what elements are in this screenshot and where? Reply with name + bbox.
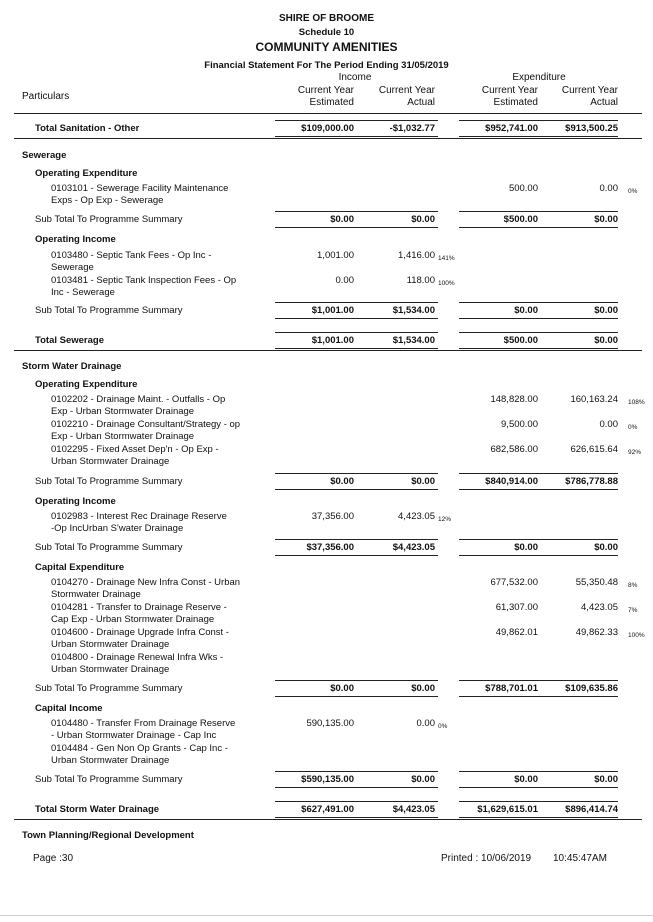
total-divider [14, 138, 642, 139]
expenditure-actual-heading: Current Year Actual [561, 85, 618, 108]
subtotal-rule [275, 787, 438, 788]
expenditure-estimated-value: $1,629,615.01 [477, 804, 538, 815]
expenditure-heading: Expenditure [512, 72, 566, 83]
subtotal-rule [459, 120, 618, 121]
subtotal-rule [275, 332, 438, 333]
subtotal-row [0, 774, 653, 788]
section-heading-row [0, 150, 653, 164]
expenditure-actual-value: 0.00 [599, 183, 618, 194]
page-edge [0, 915, 653, 916]
subtotal-rule [459, 539, 618, 540]
expenditure-percent: 108% [628, 399, 645, 406]
group-heading-row [0, 168, 653, 182]
subtotal-rule [275, 473, 438, 474]
income-percent: 0% [438, 723, 448, 730]
income-estimated-value: $0.00 [330, 476, 354, 487]
expenditure-estimated-value: 9,500.00 [501, 419, 538, 430]
income-estimated-value: $1,001.00 [311, 305, 354, 316]
income-actual-value: $0.00 [411, 774, 435, 785]
row-label: Town Planning/Regional Development [22, 830, 194, 841]
row-label: Operating Expenditure [35, 168, 138, 179]
expenditure-actual-value: $0.00 [594, 774, 618, 785]
income-estimated-value: $0.00 [330, 683, 354, 694]
line-item-row [0, 419, 653, 442]
subtotal-row [0, 476, 653, 490]
subtotal-rule [275, 318, 438, 319]
page-number: Page :30 [33, 853, 74, 864]
expenditure-estimated-value: $500.00 [503, 335, 538, 346]
expenditure-estimated-value: 677,532.00 [490, 577, 538, 588]
income-percent: 141% [438, 255, 455, 262]
income-actual-value: 1,416.00 [398, 250, 435, 261]
header-divider [14, 113, 642, 114]
row-label: Sub Total To Programme Summary [35, 305, 183, 316]
expenditure-estimated-value: 682,586.00 [490, 444, 538, 455]
row-label-continued: Sewerage [51, 262, 94, 273]
income-actual-value: -$1,032.77 [389, 123, 435, 134]
row-label-continued: Urban Stormwater Drainage [51, 456, 170, 467]
group-heading-row [0, 496, 653, 510]
income-estimated-value: $1,001.00 [311, 335, 354, 346]
expenditure-actual-value: $896,414.74 [565, 804, 618, 815]
subtotal-row [0, 542, 653, 556]
income-actual-value: 0.00 [416, 718, 435, 729]
expenditure-estimated-value: $788,701.01 [485, 683, 538, 694]
section-title: COMMUNITY AMENITIES [255, 40, 398, 54]
line-item-row [0, 275, 653, 298]
section-heading-row [0, 830, 653, 844]
subtotal-row [0, 683, 653, 697]
expenditure-actual-value: 49,862.33 [575, 627, 618, 638]
expenditure-estimated-value: $0.00 [514, 305, 538, 316]
line-item-row [0, 183, 653, 206]
subtotal-rule [459, 680, 618, 681]
income-estimated-value: 37,356.00 [311, 511, 354, 522]
row-label-continued: Urban Stormwater Drainage [51, 664, 170, 675]
expenditure-actual-value: 160,163.24 [570, 394, 618, 405]
subtotal-rule [459, 211, 618, 212]
subtotal-rule [275, 801, 438, 802]
printed-date: Printed : 10/06/2019 [441, 853, 532, 864]
total-divider [14, 350, 642, 351]
expenditure-actual-value: 4,423.05 [581, 602, 618, 613]
subtotal-rule [275, 120, 438, 121]
subtotal-rule [275, 696, 438, 697]
line-item-row [0, 743, 653, 766]
subtotal-rule [275, 302, 438, 303]
expenditure-estimated-value: $500.00 [503, 214, 538, 225]
income-actual-value: 4,423.05 [398, 511, 435, 522]
subtotal-rule [459, 771, 618, 772]
subtotal-rule [275, 211, 438, 212]
group-heading-row [0, 562, 653, 576]
subtotal-rule [275, 227, 438, 228]
expenditure-estimated-value: 148,828.00 [490, 394, 538, 405]
expenditure-actual-value: $0.00 [594, 305, 618, 316]
income-actual-value: $0.00 [411, 214, 435, 225]
row-label-continued: Stormwater Drainage [51, 589, 141, 600]
line-item-row [0, 394, 653, 417]
income-actual-value: $0.00 [411, 476, 435, 487]
subtotal-rule [275, 771, 438, 772]
income-actual-value: $4,423.05 [392, 804, 435, 815]
income-estimated-value: 1,001.00 [317, 250, 354, 261]
subtotal-rule [459, 227, 618, 228]
subtotal-rule [459, 801, 618, 802]
subtotal-rule [459, 318, 618, 319]
row-label: 0104281 - Transfer to Drainage Reserve - [51, 602, 227, 613]
subtotal-rule [275, 136, 438, 137]
subtotal-row [0, 214, 653, 228]
expenditure-actual-value: $913,500.25 [565, 123, 618, 134]
total-row [0, 123, 653, 137]
income-heading: Income [338, 72, 372, 83]
subtotal-rule [275, 489, 438, 490]
expenditure-percent: 7% [628, 607, 638, 614]
row-label: Operating Income [35, 234, 116, 245]
expenditure-percent: 100% [628, 632, 645, 639]
row-label: Sub Total To Programme Summary [35, 774, 183, 785]
subtotal-rule [459, 787, 618, 788]
row-label: Operating Income [35, 496, 116, 507]
row-label-continued: Cap Exp - Urban Stormwater Drainage [51, 614, 215, 625]
row-label: 0104800 - Drainage Renewal Infra Wks - [51, 652, 224, 663]
expenditure-estimated-value: $840,914.00 [485, 476, 538, 487]
row-label: Sub Total To Programme Summary [35, 214, 183, 225]
line-item-row [0, 602, 653, 625]
row-label: 0104484 - Gen Non Op Grants - Cap Inc - [51, 743, 228, 754]
income-percent: 12% [438, 516, 452, 523]
row-label: Sub Total To Programme Summary [35, 542, 183, 553]
expenditure-actual-value: 55,350.48 [575, 577, 618, 588]
row-label-continued: - Urban Stormwater Drainage - Cap Inc [51, 730, 217, 741]
row-label-continued: Exps - Op Exp - Sewerage [51, 195, 164, 206]
line-item-row [0, 250, 653, 273]
subtotal-rule [275, 817, 438, 818]
line-item-row [0, 718, 653, 741]
income-actual-value: $0.00 [411, 683, 435, 694]
row-label-continued: Urban Stormwater Drainage [51, 639, 170, 650]
row-label: 0103481 - Septic Tank Inspection Fees - Op [51, 275, 237, 286]
expenditure-actual-value: $0.00 [594, 214, 618, 225]
income-estimated-value: $37,356.00 [306, 542, 354, 553]
row-label-continued: -Op IncUrban S'water Drainage [51, 523, 184, 534]
group-heading-row [0, 703, 653, 717]
row-label-continued: Exp - Urban Stormwater Drainage [51, 406, 195, 417]
row-label: 0102202 - Drainage Maint. - Outfalls - Op [51, 394, 226, 405]
row-label: Capital Income [35, 703, 103, 714]
subtotal-rule [275, 680, 438, 681]
subtotal-rule [459, 817, 618, 818]
row-label: Total Storm Water Drainage [35, 804, 160, 815]
particulars-heading: Particulars [22, 91, 70, 102]
line-item-row [0, 444, 653, 467]
row-label-continued: Inc - Sewerage [51, 287, 115, 298]
expenditure-percent: 0% [628, 424, 638, 431]
total-row [0, 804, 653, 818]
row-label: Total Sanitation - Other [35, 123, 140, 134]
income-estimated-heading: Current Year Estimated [297, 85, 354, 108]
expenditure-estimated-value: $0.00 [514, 774, 538, 785]
subtotal-rule [459, 332, 618, 333]
expenditure-estimated-value: $0.00 [514, 542, 538, 553]
row-label: 0104480 - Transfer From Drainage Reserve [51, 718, 236, 729]
row-label: 0102210 - Drainage Consultant/Strategy - op [51, 419, 241, 430]
expenditure-estimated-value: 500.00 [508, 183, 538, 194]
group-heading-row [0, 379, 653, 393]
subtotal-row [0, 305, 653, 319]
total-divider [14, 819, 642, 820]
income-actual-value: $4,423.05 [392, 542, 435, 553]
row-label: Capital Expenditure [35, 562, 125, 573]
row-label-continued: Urban Stormwater Drainage [51, 755, 170, 766]
expenditure-percent: 0% [628, 188, 638, 195]
row-label: Sewerage [22, 150, 67, 161]
expenditure-percent: 92% [628, 449, 642, 456]
row-label: 0103480 - Septic Tank Fees - Op Inc - [51, 250, 212, 261]
total-row [0, 335, 653, 349]
subtotal-rule [459, 696, 618, 697]
row-label: Sub Total To Programme Summary [35, 476, 183, 487]
row-label: Total Sewerage [35, 335, 104, 346]
row-label: 0104600 - Drainage Upgrade Infra Const - [51, 627, 229, 638]
income-actual-value: 118.00 [406, 275, 435, 286]
row-label: Sub Total To Programme Summary [35, 683, 183, 694]
income-estimated-value: 590,135.00 [306, 718, 354, 729]
row-label: 0102295 - Fixed Asset Dep'n - Op Exp - [51, 444, 219, 455]
expenditure-estimated-value: 61,307.00 [495, 602, 538, 613]
group-heading-row [0, 234, 653, 248]
org-name: SHIRE OF BROOME [278, 13, 374, 24]
row-label: 0104270 - Drainage New Infra Const - Urban [51, 577, 241, 588]
schedule-title: Schedule 10 [298, 27, 355, 38]
income-estimated-value: $590,135.00 [301, 774, 354, 785]
section-heading-row [0, 361, 653, 375]
line-item-row [0, 577, 653, 600]
subtotal-rule [459, 473, 618, 474]
subtotal-rule [459, 489, 618, 490]
subtotal-rule [459, 555, 618, 556]
subtotal-rule [459, 348, 618, 349]
income-estimated-value: $109,000.00 [301, 123, 354, 134]
income-actual-value: $1,534.00 [392, 305, 435, 316]
line-item-row [0, 511, 653, 534]
line-item-row [0, 627, 653, 650]
subtotal-rule [275, 539, 438, 540]
subtotal-rule [459, 302, 618, 303]
expenditure-estimated-value: $952,741.00 [485, 123, 538, 134]
expenditure-actual-value: 626,615.64 [570, 444, 618, 455]
row-label: Storm Water Drainage [22, 361, 122, 372]
row-label: 0102983 - Interest Rec Drainage Reserve [51, 511, 227, 522]
expenditure-actual-value: $0.00 [594, 335, 618, 346]
row-label: Operating Expenditure [35, 379, 138, 390]
subtotal-rule [275, 348, 438, 349]
expenditure-actual-value: $0.00 [594, 542, 618, 553]
income-estimated-value: $627,491.00 [301, 804, 354, 815]
row-label: 0103101 - Sewerage Facility Maintenance [51, 183, 229, 194]
income-actual-value: $1,534.00 [392, 335, 435, 346]
expenditure-estimated-heading: Current Year Estimated [481, 85, 538, 108]
subtotal-rule [459, 136, 618, 137]
income-estimated-value: $0.00 [330, 214, 354, 225]
expenditure-actual-value: $109,635.86 [565, 683, 618, 694]
row-label-continued: Exp - Urban Stormwater Drainage [51, 431, 195, 442]
expenditure-percent: 8% [628, 582, 638, 589]
expenditure-actual-value: 0.00 [599, 419, 618, 430]
income-estimated-value: 0.00 [335, 275, 354, 286]
line-item-row [0, 652, 653, 675]
subtotal-rule [275, 555, 438, 556]
income-percent: 100% [438, 280, 455, 287]
statement-title: Financial Statement For The Period Ending 31/05/2019 [204, 60, 449, 71]
expenditure-estimated-value: 49,862.01 [495, 627, 538, 638]
income-actual-heading: Current Year Actual [378, 85, 435, 108]
expenditure-actual-value: $786,778.88 [565, 476, 618, 487]
printed-time: 10:45:47AM [553, 853, 607, 864]
